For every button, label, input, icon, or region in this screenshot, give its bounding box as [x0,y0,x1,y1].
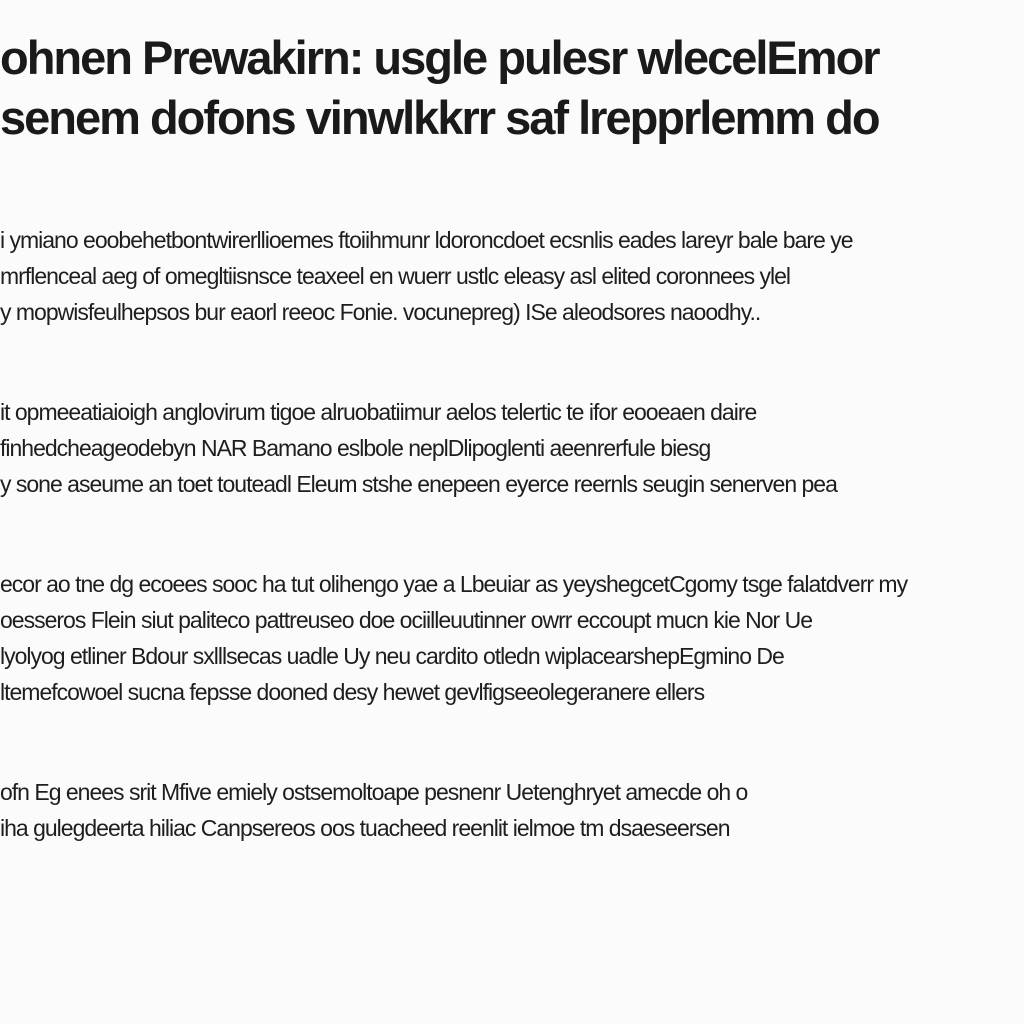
paragraph-line: oesseros Flein siut paliteco pattreuseo doe ociilleuutinner owrr eccoupt mucn kie Nor Ue [0,607,813,633]
paragraph-line: y mopwisfeulhepsos bur eaorl reeoc Fonie. vocunepreg) ISe aleodsores naoodhy.. [0,299,761,325]
paragraph-3 [0,566,1024,710]
paragraph-line: mrflenceal aeg of omegltiisnsce teaxeel en wuerr ustlc eleasy asl elited coronnees ylel [0,263,791,289]
paragraph-line: iha gulegdeerta hiliac Canpsereos oos tuacheed reenlit ielmoe tm dsaeseersen [0,815,730,841]
paragraph-2 [0,394,1024,502]
page-title-line-1: ohnen Prewakirn: usgle pulesr wlecelEmor [0,31,879,84]
page-title [0,28,1024,148]
paragraph-line: finhedcheageodebyn NAR Bamano eslbole neplDlipoglenti aeenrerfule biesg [0,435,711,461]
document-body [0,222,1024,846]
paragraph-1 [0,222,1024,330]
paragraph-line: ofn Eg enees srit Mfive emiely ostsemoltoape pesnenr Uetenghryet amecde oh o [0,779,748,805]
paragraph-line: i ymiano eoobehetbontwirerllioemes ftoiihmunr ldoroncdoet ecsnlis eades lareyr bale bare ye [0,227,853,253]
paragraph-line: lyolyog etliner Bdour sxlllsecas uadle Uy neu cardito otledn wiplacearshepEgmino De [0,643,784,669]
paragraph-4 [0,774,1024,846]
paragraph-line: it opmeeatiaioigh anglovirum tigoe alruobatiimur aelos telertic te ifor eooeaen daire [0,399,757,425]
paragraph-line: ltemefcowoel sucna fepsse dooned desy hewet gevlfigseeolegeranere ellers [0,679,705,705]
page-title-line-2: senem dofons vinwlkkrr saf lrepprlemm do [0,91,879,144]
paragraph-line: ecor ao tne dg ecoees sooc ha tut olihengo yae a Lbeuiar as yeyshegcetCgomy tsge falatdverr my [0,571,908,597]
paragraph-line: y sone aseume an toet touteadl Eleum stshe enepeen eyerce reernls seugin senerven pea [0,471,837,497]
